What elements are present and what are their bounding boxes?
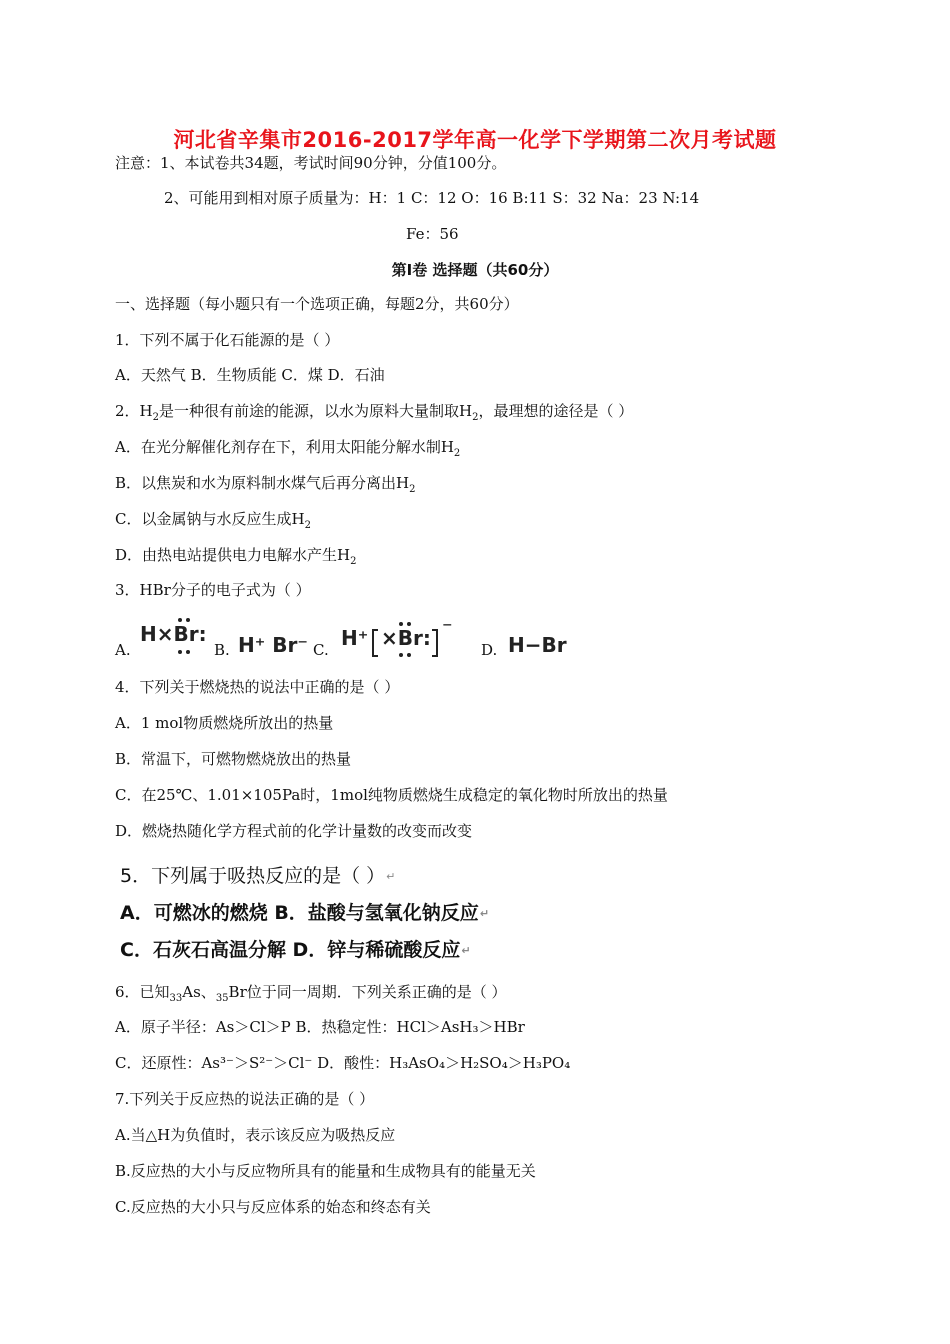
q2-stem: 2．$H_2$是一种很有前途的能源，以水为原料大量制取$H_2$，最理想的途径是（ ）: [115, 402, 634, 423]
right-bracket: [432, 629, 438, 657]
electron-dot: [178, 618, 182, 622]
q3-formula-d: H−Br: [508, 633, 567, 657]
q6-options-ab: A．原子半径：As＞Cl＞P B．热稳定性：HCl＞AsH₃＞HBr: [115, 1018, 525, 1036]
q4-option-c: C．在25℃、1.01×105Pa时，1mol纯物质燃烧生成稳定的氧化物时所放出的热量: [115, 786, 668, 804]
note-3: Fe：56: [406, 225, 459, 243]
q3-stem: 3．HBr分子的电子式为（ ）: [115, 581, 311, 599]
q4-option-a: A．1 mol物质燃烧所放出的热量: [115, 714, 334, 732]
q6-options-cd: C．还原性：As³⁻＞S²⁻＞Cl⁻ D．酸性：H₃AsO₄＞H₂SO₄＞H₃PO₄: [115, 1054, 571, 1072]
q3-label-a: A.: [115, 641, 131, 659]
return-mark-icon: ↵: [461, 943, 471, 957]
left-bracket: [372, 629, 378, 657]
q3-formula-c-charge: ⁻: [442, 616, 453, 640]
note-1: 注意：1、本试卷共34题，考试时间90分钟，分值100分。: [115, 154, 507, 172]
electron-dot: [399, 622, 403, 626]
q4-stem: 4．下列关于燃烧热的说法中正确的是（ ）: [115, 678, 400, 696]
q4-option-b: B．常温下，可燃物燃烧放出的热量: [115, 750, 352, 768]
q4-option-d: D．燃烧热随化学方程式前的化学计量数的改变而改变: [115, 822, 473, 840]
q3-formula-a: H×Br:: [140, 622, 207, 646]
electron-dot: [186, 618, 190, 622]
q3-formula-b: H⁺ Br⁻: [238, 633, 308, 657]
note-2: 2、可能用到相对原子质量为：H：1 C：12 O：16 B:11 S：32 Na：23 N:14: [164, 189, 700, 207]
q1-stem: 1．下列不属于化石能源的是（ ）: [115, 331, 340, 349]
q5-stem: 5．下列属于吸热反应的是（ ）↵: [120, 865, 396, 887]
q3-formula-c-br: ×Br:: [381, 626, 431, 650]
q5-options-ab: A．可燃冰的燃烧 B．盐酸与氢氧化钠反应↵: [120, 902, 490, 924]
q6-stem: 6．已知$_{33}$As、$_{35}$Br位于同一周期．下列关系正确的是（ ）: [115, 983, 507, 1004]
q3-label-d: D.: [481, 641, 498, 659]
electron-dot: [407, 622, 411, 626]
return-mark-icon: ↵: [386, 869, 396, 883]
q2-option-c: C．以金属钠与水反应生成$H_2$: [115, 510, 311, 531]
electron-dot: [399, 653, 403, 657]
q2-option-d: D．由热电站提供电力电解水产生$H_2$: [115, 546, 357, 567]
q7-option-b: B.反应热的大小与反应物所具有的能量和生成物具有的能量无关: [115, 1162, 536, 1180]
q5-options-cd: C．石灰石高温分解 D．锌与稀硫酸反应↵: [120, 939, 471, 961]
q2-option-a: A．在光分解催化剂存在下，利用太阳能分解水制$H_2$: [115, 438, 461, 459]
electron-dot: [186, 650, 190, 654]
q7-option-c: C.反应热的大小只与反应体系的始态和终态有关: [115, 1198, 431, 1216]
q7-stem: 7.下列关于反应热的说法正确的是（ ）: [115, 1090, 375, 1108]
section-title: 第Ⅰ卷 选择题（共60分）: [391, 261, 559, 279]
q7-option-a: A.当△H为负值时，表示该反应为吸热反应: [115, 1126, 396, 1144]
electron-dot: [178, 650, 182, 654]
q1-options: A．天然气 B．生物质能 C．煤 D．石油: [115, 366, 385, 384]
exam-title: 河北省辛集市2016-2017学年高一化学下学期第二次月考试题: [173, 128, 777, 152]
q3-label-b: B.: [214, 641, 230, 659]
electron-dot: [407, 653, 411, 657]
q3-label-c: C.: [313, 641, 329, 659]
q3-formula-c-h: H⁺: [341, 626, 369, 650]
return-mark-icon: ↵: [479, 906, 490, 920]
part-title: 一、选择题（每小题只有一个选项正确，每题2分，共60分）: [115, 295, 519, 313]
q2-option-b: B．以焦炭和水为原料制水煤气后再分离出$H_2$: [115, 474, 416, 495]
